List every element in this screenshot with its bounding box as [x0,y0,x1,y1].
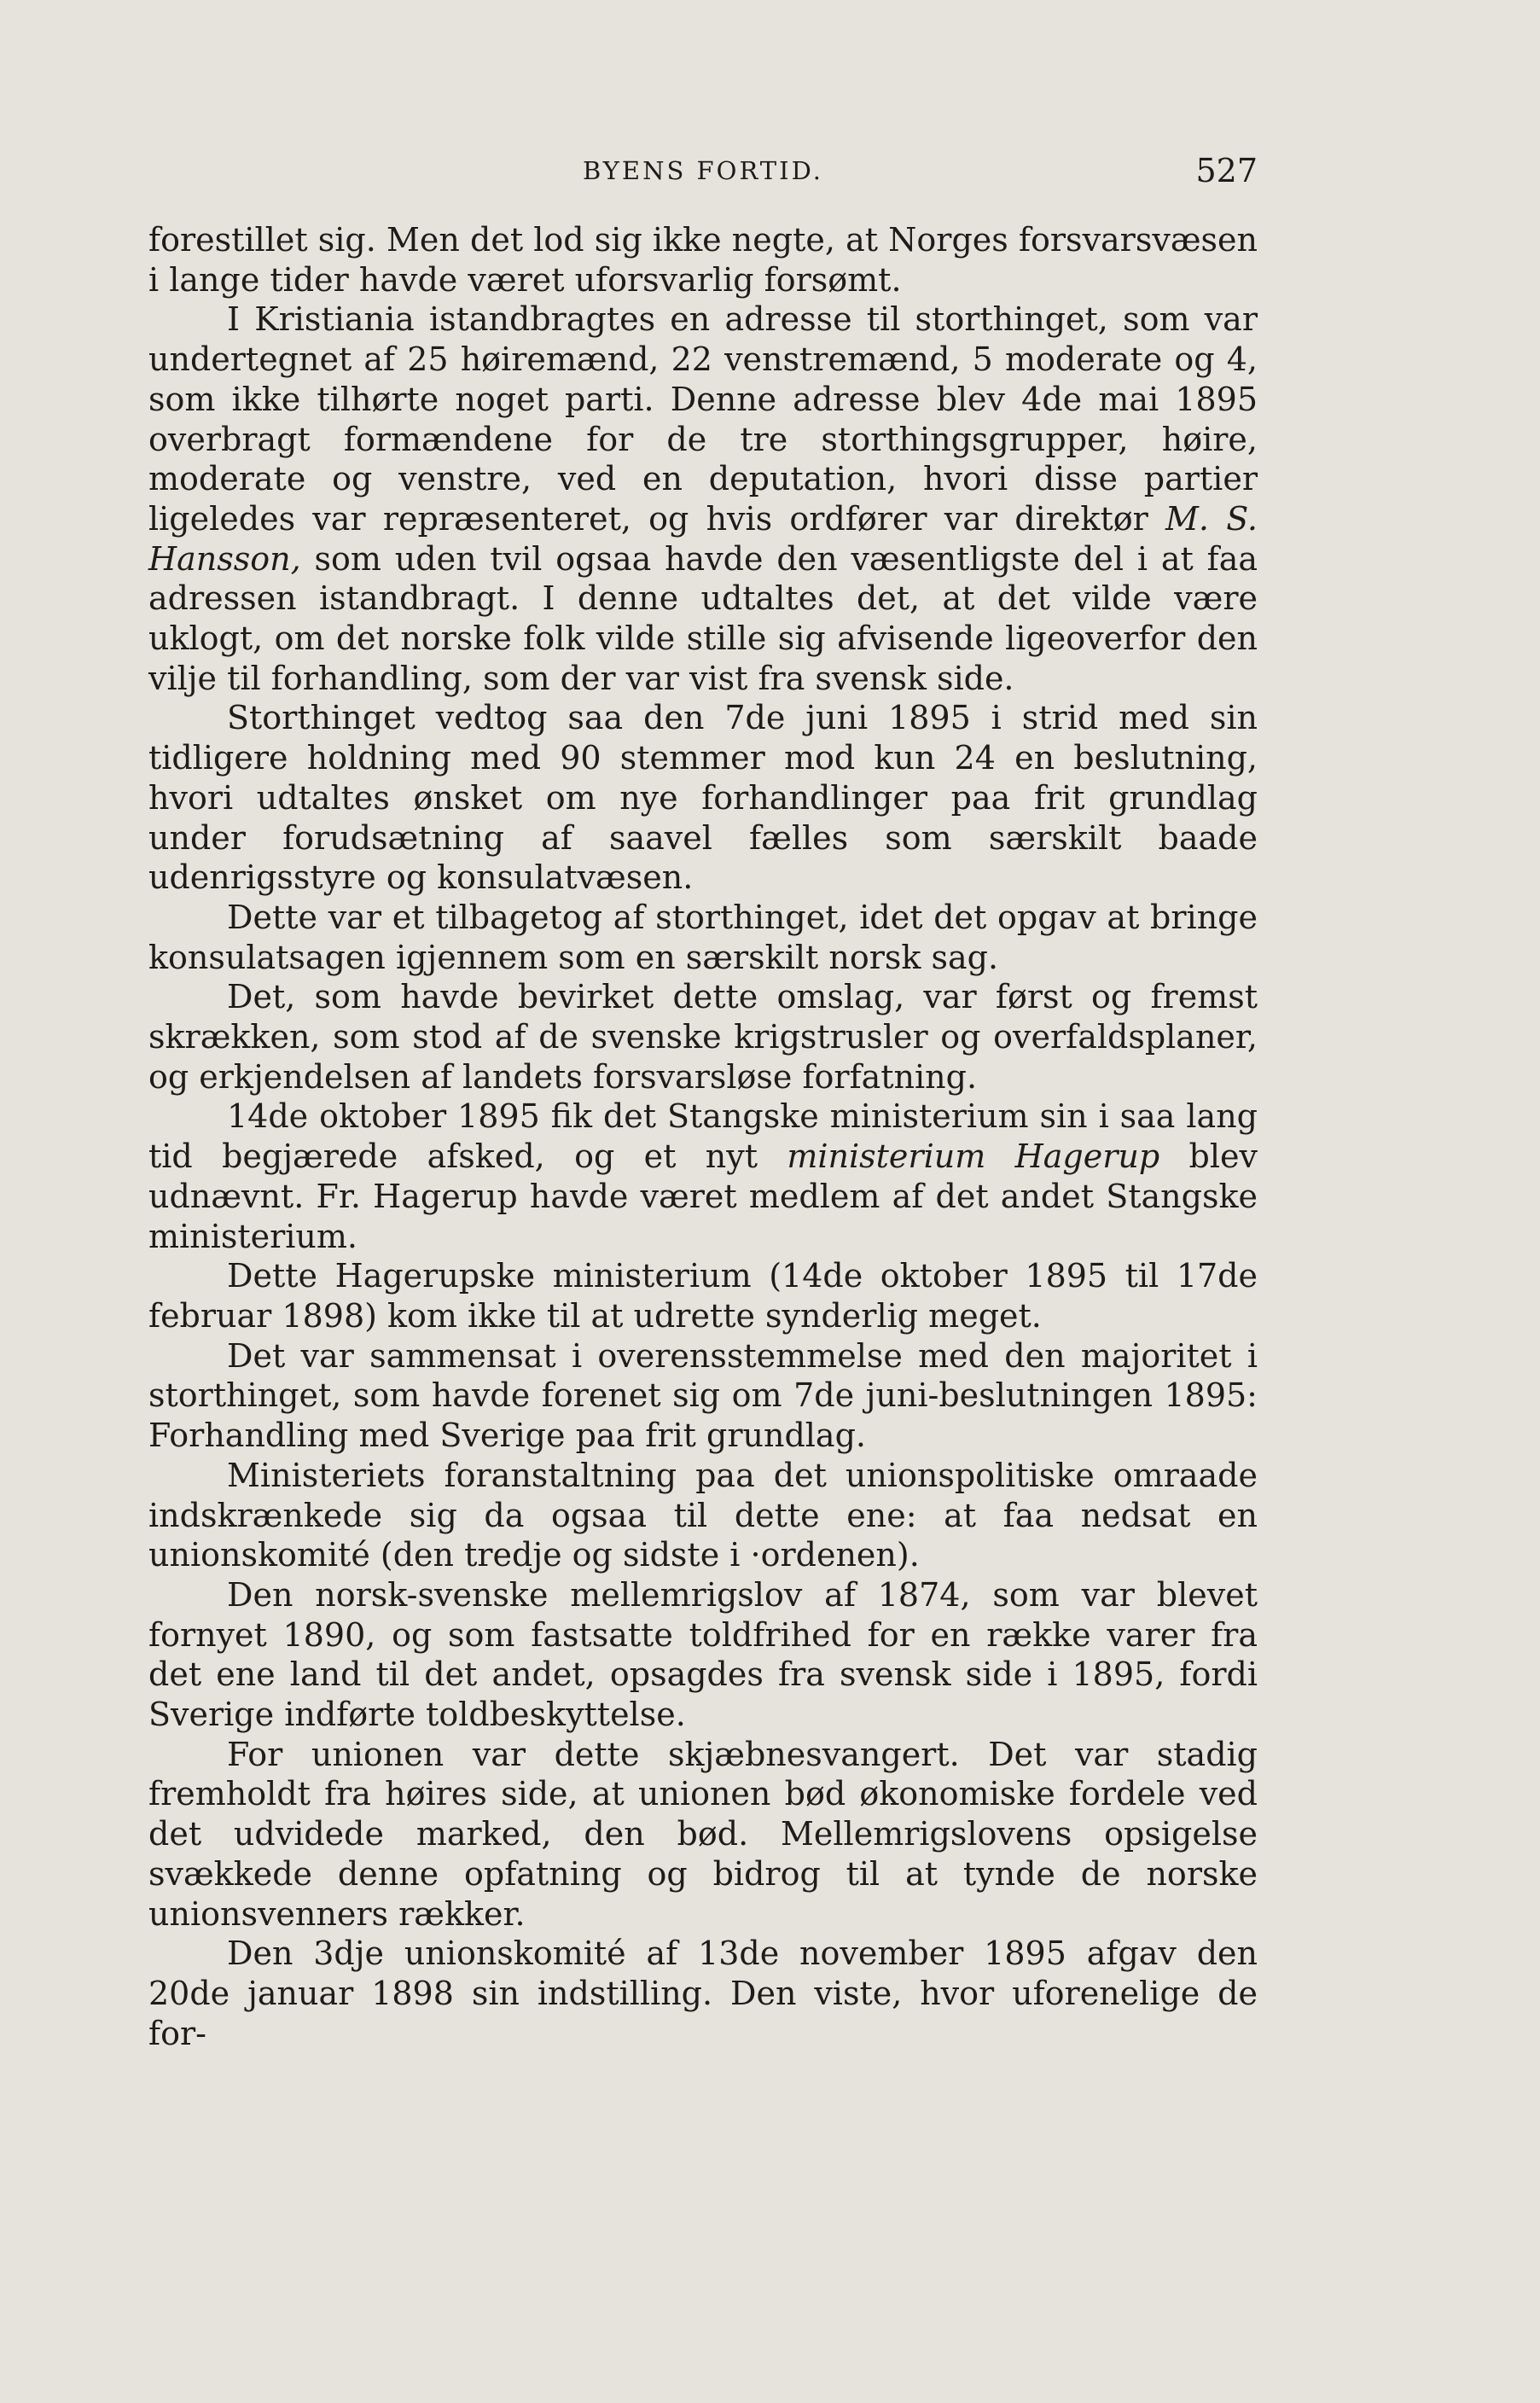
text-run: For unionen var dette skjæbnesvangert. Det var stadig fremholdt fra høires side, at unionen bød økonomiske fordele ved det udvidede marked, den bød. Mellemrigslovens opsigelse svækkede denne opfatning og bidrog til at tynde de norske unionsvenners rækker. [148,1735,1258,1933]
paragraph [148,1735,1258,1935]
text-run: blev udnævnt. Fr. Hagerup havde været medlem af det andet Stangske ministerium. [148,1137,1258,1255]
text-run: Det var sammensat i overensstemmelse med den majoritet i storthinget, som havde forenet sig om 7de juni-beslutningen 1895: Forhandling med Sverige paa frit grundlag. [148,1336,1258,1455]
text-run: forestillet sig. Men det lod sig ikke negte, at Norges forsvarsvæsen i lange tider havde været uforsvarlig forsømt. [148,221,1258,299]
body-text [148,220,1258,2053]
text-run: Det, som havde bevirket dette omslag, var først og fremst skrækken, som stod af de svenske krigstrusler og overfaldsplaner, og erkjendelsen af landets forsvarsløse forfatning. [148,978,1258,1096]
paragraph [148,1336,1258,1456]
paragraph [148,1097,1258,1256]
text-run: Ministeriets foranstaltning paa det unionspolitiske omraade indskrænkede sig da ogsaa til dette ene: at faa nedsat en unionskomité (den tredje og sidste i ·ordenen). [148,1456,1258,1574]
paragraph [148,1256,1258,1335]
text-run: Den 3dje unionskomité af 13de november 1895 afgav den 20de januar 1898 sin indstilling. Den viste, hvor uforenelige de for- [148,1935,1258,2052]
text-run: Den norsk-svenske mellemrigslov af 1874, som var blevet fornyet 1890, og som fastsatte toldfrihed for en række varer fra det ene land til det andet, opsagdes fra svensk side i 1895, fordi Sverige indførte toldbeskyttelse. [148,1575,1258,1734]
paragraph [148,977,1258,1097]
paragraph [148,1934,1258,2053]
text-run: I Kristiania istandbragtes en adresse til storthinget, som var undertegnet af 25 høiremænd, 22 venstremænd, 5 moderate og 4, som ikke tilhørte noget parti. Denne adresse blev 4de mai 1895 overbragt formændene for de tre storthingsgrupper, høire, moderate og venstre, ved en deputation, hvori disse partier ligeledes var repræsenteret, og hvis ordfører var direktør [148,300,1258,538]
text-run: Dette Hagerupske ministerium (14de oktober 1895 til 17de februar 1898) kom ikke til at udrette synderlig meget. [148,1257,1258,1335]
running-title: BYENS FORTID. [582,156,824,185]
paragraph [148,1575,1258,1735]
paragraph [148,300,1258,698]
italic-text: ministerium Hagerup [787,1137,1160,1176]
text-run: som uden tvil ogsaa havde den væsentligste del i at faa adressen istandbragt. I denne udtaltes det, at det vilde være uklogt, om det norske folk vilde stille sig afvisende ligeoverfor den vilje til forhandling, som der var vist fra svensk side. [148,539,1258,697]
paragraph [148,698,1258,898]
text-run: 14de oktober 1895 fik det Stangske ministerium sin i saa lang tid begjærede afsked, og et nyt [148,1097,1258,1176]
paragraph [148,220,1258,300]
running-head [148,154,1258,196]
page-number: 527 [1195,152,1258,189]
paragraph [148,898,1258,977]
paragraph [148,1456,1258,1575]
text-run: Dette var et tilbagetog af storthinget, idet det opgav at bringe konsulatsagen igjennem som en særskilt norsk sag. [148,898,1258,976]
text-run: Storthinget vedtog saa den 7de juni 1895 i strid med sin tidligere holdning med 90 stemmer mod kun 24 en beslutning, hvori udtaltes ønsket om nye forhandlinger paa frit grundlag under forudsætning af saavel fælles som særskilt baade udenrigsstyre og konsulatvæsen. [148,699,1258,897]
italic-text: M. S. Hansson, [148,499,1258,578]
